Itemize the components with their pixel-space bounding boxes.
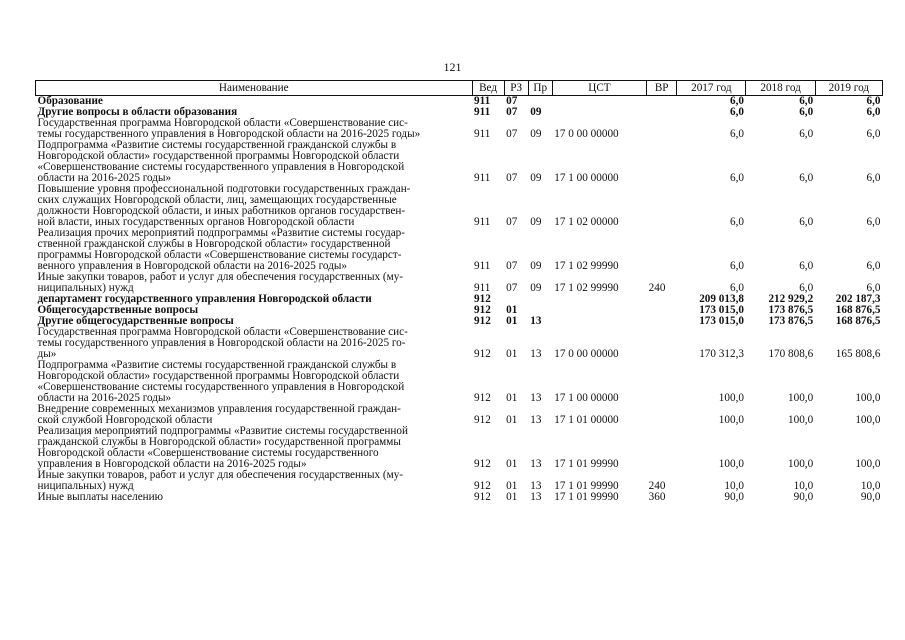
row-y2018: 6,0 — [799, 260, 814, 272]
row-ved: 912 — [474, 304, 491, 316]
row-name-line: Реализация мероприятий подпрограммы «Развитие системы государственной — [37, 425, 408, 437]
row-ved: 911 — [474, 282, 491, 294]
row-y2018: 6,0 — [799, 282, 814, 294]
row-y2019: 10,0 — [860, 480, 881, 492]
row-y2017: 173 015,0 — [699, 315, 744, 327]
row-cst: 17 1 01 99990 — [554, 491, 619, 503]
table-row — [36, 426, 883, 470]
col-header-pr: Пр — [528, 81, 552, 96]
row-pr: 09 — [530, 282, 542, 294]
row-y2017: 6,0 — [729, 172, 744, 184]
row-pr: 09 — [530, 106, 542, 118]
row-vr: 240 — [648, 480, 666, 492]
row-ved: 911 — [474, 172, 491, 184]
row-rz: 01 — [506, 348, 518, 360]
col-header-2018: 2018 год — [746, 81, 815, 96]
row-y2017: 90,0 — [724, 491, 744, 503]
row-ved: 912 — [474, 414, 491, 426]
row-y2019: 100,0 — [855, 392, 881, 404]
row-name-line: ной власти, иных государственных органов Новгородской области — [37, 216, 355, 228]
row-ved: 912 — [474, 480, 491, 492]
row-name — [36, 184, 473, 228]
row-name-line: темы государственного управления в Новгородской области на 2016-2025 го- — [37, 337, 406, 349]
row-pr — [528, 294, 552, 305]
row-vr — [647, 426, 677, 470]
budget-table — [35, 80, 883, 503]
row-rz: 07 — [506, 106, 518, 118]
row-name-line: темы государственного управления в Новгородской области на 2016-2025 годы» — [37, 128, 421, 140]
row-name-line: Другие общегосударственные вопросы — [37, 315, 234, 327]
row-ved: 912 — [474, 392, 491, 404]
row-pr: 09 — [530, 260, 542, 272]
row-y2017: 6,0 — [729, 106, 744, 118]
row-y2017: 100,0 — [718, 392, 744, 404]
table-body — [36, 96, 883, 504]
col-header-cst: ЦСТ — [552, 81, 646, 96]
row-y2019: 165 808,6 — [835, 348, 881, 360]
row-name-line: Иные закупки товаров, работ и услуг для обеспечения государственных (му- — [37, 271, 404, 283]
row-name-line: Новгородской области» государственной программы Новгородской области — [37, 150, 400, 162]
row-name-line: Государственная программа Новгородской области «Совершенствование сис- — [37, 326, 408, 338]
table-row — [36, 492, 883, 503]
row-name-line: Государственная программа Новгородской области «Совершенствование сис- — [37, 117, 408, 129]
table-row — [36, 404, 883, 426]
col-header-rz: РЗ — [504, 81, 528, 96]
row-vr — [647, 96, 677, 108]
row-name-line: департамент государственного управления Новгородской области — [37, 293, 372, 305]
row-name-line: Иные закупки товаров, работ и услуг для обеспечения государственных (му- — [37, 469, 404, 481]
row-y2017: 100,0 — [718, 414, 744, 426]
row-pr: 09 — [530, 172, 542, 184]
col-header-ved: Вед — [472, 81, 504, 96]
row-name-line: ственной гражданской службы в Новгородской области» государственной — [37, 238, 391, 250]
row-name — [36, 492, 473, 503]
row-name-line: ских служащих Новгородской области, лиц, замещающих государственные — [37, 194, 397, 206]
row-name-line: «Совершенствование системы государственного управления в Новгородской — [37, 161, 405, 173]
row-cst: 17 1 00 00000 — [554, 392, 619, 404]
row-y2017: 100,0 — [718, 458, 744, 470]
row-y2017: 173 015,0 — [699, 304, 744, 316]
row-ved: 912 — [474, 293, 491, 305]
row-rz: 01 — [506, 480, 518, 492]
row-pr: 09 — [530, 216, 542, 228]
row-y2019: 6,0 — [866, 128, 881, 140]
row-vr — [647, 404, 677, 426]
row-rz: 07 — [506, 128, 518, 140]
row-pr: 13 — [530, 392, 542, 404]
row-vr — [647, 184, 677, 228]
row-name-line: Другие вопросы в области образования — [37, 106, 238, 118]
row-y2018: 90,0 — [793, 491, 814, 503]
row-y2017: 6,0 — [729, 260, 744, 272]
row-rz: 07 — [506, 172, 518, 184]
row-vr: 360 — [648, 491, 666, 503]
page-number: 121 — [443, 60, 462, 74]
row-pr: 13 — [530, 491, 542, 503]
row-rz: 01 — [506, 491, 518, 503]
row-name-line: венного управления в Новгородской области на 2016-2025 годы» — [37, 260, 347, 272]
row-name — [36, 360, 473, 404]
row-rz: 01 — [506, 392, 518, 404]
row-y2018: 170 808,6 — [768, 348, 814, 360]
row-name-line: программы Новгородской области «Совершенствование системы государст- — [37, 249, 402, 261]
row-ved: 911 — [474, 260, 491, 272]
row-cst: 17 1 02 99990 — [554, 260, 619, 272]
row-y2018: 100,0 — [788, 414, 814, 426]
row-cst — [552, 96, 646, 108]
col-header-name: Наименование — [36, 81, 473, 96]
row-y2018: 100,0 — [788, 458, 814, 470]
row-name — [36, 327, 473, 360]
row-name-line: области на 2016-2025 годы» — [37, 172, 172, 184]
table-row — [36, 470, 883, 492]
row-y2019: 90,0 — [860, 491, 881, 503]
row-y2018: 6,0 — [799, 95, 814, 107]
row-cst: 17 1 01 99990 — [554, 480, 619, 492]
row-name-line: Подпрограмма «Развитие системы государственной гражданской службы в — [37, 359, 397, 371]
row-name-line: Новгородской области» государственной программы Новгородской области — [37, 370, 400, 382]
row-name-line: гражданской службы в Новгородской области» государственной программы — [37, 436, 401, 448]
row-name-line: области на 2016-2025 годы» — [37, 392, 172, 404]
col-header-2017: 2017 год — [677, 81, 746, 96]
row-rz: 07 — [506, 282, 518, 294]
row-name-line: Подпрограмма «Развитие системы государственной гражданской службы в — [37, 139, 397, 151]
row-y2017: 10,0 — [724, 480, 744, 492]
row-name — [36, 118, 473, 140]
row-name-line: Реализация прочих мероприятий подпрограммы «Развитие системы государ- — [37, 227, 405, 239]
row-name-line: ды» — [37, 348, 57, 360]
row-ved: 912 — [474, 315, 491, 327]
row-name-line: ниципальных) нужд — [37, 480, 134, 492]
row-name — [36, 404, 473, 426]
row-cst — [552, 294, 646, 305]
table-row — [36, 272, 883, 294]
row-y2017: 6,0 — [729, 128, 744, 140]
row-ved: 912 — [474, 348, 491, 360]
row-name — [36, 470, 473, 492]
row-cst: 17 1 02 99990 — [554, 282, 619, 294]
row-vr — [647, 305, 677, 316]
table-header-row — [36, 81, 883, 96]
row-y2019: 100,0 — [855, 458, 881, 470]
row-y2019: 168 876,5 — [835, 315, 881, 327]
row-ved: 912 — [474, 491, 491, 503]
row-name-line: Новгородской области «Совершенствование системы государственного — [37, 447, 379, 459]
table-row — [36, 228, 883, 272]
row-vr — [647, 118, 677, 140]
col-header-vr: ВР — [647, 81, 677, 96]
row-cst: 17 0 00 00000 — [554, 348, 619, 360]
row-name-line: Общегосударственные вопросы — [37, 304, 199, 316]
table-row — [36, 118, 883, 140]
row-vr — [647, 294, 677, 305]
row-cst: 17 1 01 00000 — [554, 414, 619, 426]
row-rz: 01 — [506, 414, 518, 426]
row-vr — [647, 140, 677, 184]
row-vr — [647, 316, 677, 327]
row-cst — [552, 305, 646, 316]
row-vr: 240 — [648, 282, 666, 294]
row-vr — [647, 107, 677, 118]
row-ved: 911 — [474, 106, 491, 118]
row-pr: 13 — [530, 315, 542, 327]
row-y2019: 168 876,5 — [835, 304, 881, 316]
row-rz: 01 — [506, 315, 518, 327]
row-vr — [647, 360, 677, 404]
row-name-line: управления в Новгородской области на 2016-2025 годы» — [37, 458, 307, 470]
row-y2019: 100,0 — [855, 414, 881, 426]
row-cst: 17 0 00 00000 — [554, 128, 619, 140]
table-row — [36, 327, 883, 360]
row-ved: 911 — [474, 95, 491, 107]
row-pr: 09 — [530, 128, 542, 140]
row-name-line: Образование — [37, 95, 103, 107]
row-pr: 13 — [530, 458, 542, 470]
row-cst — [552, 316, 646, 327]
row-rz: 01 — [506, 304, 518, 316]
row-y2019: 6,0 — [866, 172, 881, 184]
row-y2017: 6,0 — [729, 282, 744, 294]
row-rz: 07 — [506, 260, 518, 272]
row-name — [36, 426, 473, 470]
row-y2019: 6,0 — [866, 106, 881, 118]
row-name-line: Внедрение современных механизмов управления государственной граждан- — [37, 403, 401, 415]
row-rz: 07 — [506, 95, 518, 107]
row-name-line: ниципальных) нужд — [37, 282, 134, 294]
row-y2019: 6,0 — [866, 95, 881, 107]
row-cst: 17 1 01 99990 — [554, 458, 619, 470]
row-y2018: 6,0 — [799, 216, 814, 228]
row-name-line: Иные выплаты населению — [37, 491, 163, 503]
row-name-line: должности Новгородской области, и иных работников органов государствен- — [37, 205, 406, 217]
table-row — [36, 184, 883, 228]
row-y2017: 6,0 — [729, 95, 744, 107]
col-header-2019: 2019 год — [815, 81, 882, 96]
row-pr: 13 — [530, 414, 542, 426]
row-y2018: 212 929,2 — [768, 293, 814, 305]
row-y2019: 6,0 — [866, 216, 881, 228]
row-y2018: 6,0 — [799, 106, 814, 118]
row-y2019: 6,0 — [866, 282, 881, 294]
row-y2018: 173 876,5 — [768, 315, 814, 327]
row-y2018: 10,0 — [793, 480, 814, 492]
row-name — [36, 228, 473, 272]
row-y2017: 209 013,8 — [699, 293, 744, 305]
table-row — [36, 140, 883, 184]
row-y2018: 6,0 — [799, 172, 814, 184]
row-ved: 911 — [474, 216, 491, 228]
row-cst: 17 1 00 00000 — [554, 172, 619, 184]
row-vr — [647, 228, 677, 272]
row-pr: 13 — [530, 480, 542, 492]
row-name — [36, 272, 473, 294]
row-ved: 912 — [474, 458, 491, 470]
row-y2018: 173 876,5 — [768, 304, 814, 316]
row-rz: 07 — [506, 216, 518, 228]
row-y2017: 170 312,3 — [699, 348, 744, 360]
row-ved: 911 — [474, 128, 491, 140]
row-y2017: 6,0 — [729, 216, 744, 228]
row-pr: 13 — [530, 348, 542, 360]
row-name-line: ской службой Новгородской области — [37, 414, 213, 426]
row-name-line: Повышение уровня профессиональной подготовки государственных граждан- — [37, 183, 411, 195]
row-rz: 01 — [506, 458, 518, 470]
row-vr — [647, 327, 677, 360]
row-y2019: 202 187,3 — [835, 293, 881, 305]
row-y2018: 6,0 — [799, 128, 814, 140]
table-row — [36, 360, 883, 404]
row-y2018: 100,0 — [788, 392, 814, 404]
row-y2019: 6,0 — [866, 260, 881, 272]
row-cst — [552, 107, 646, 118]
row-name-line: «Совершенствование системы государственного управления в Новгородской — [37, 381, 405, 393]
row-cst: 17 1 02 00000 — [554, 216, 619, 228]
row-name — [36, 140, 473, 184]
